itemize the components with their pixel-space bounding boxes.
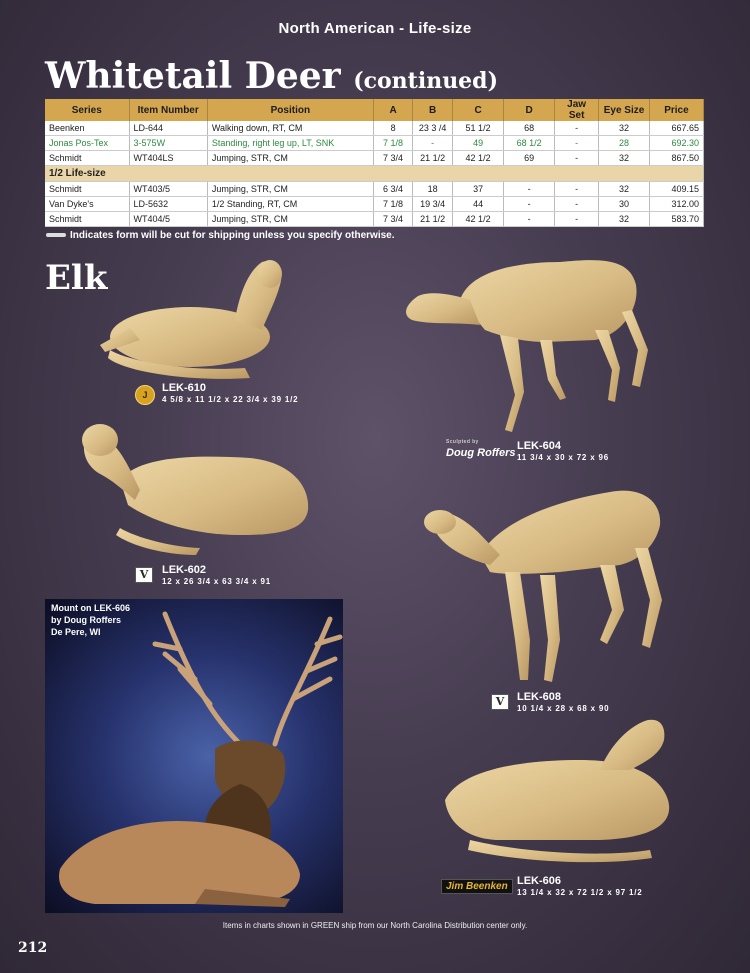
table-cell: 21 1/2 [413, 212, 453, 227]
lek-606-label [517, 876, 643, 898]
lek-608-form [424, 491, 662, 682]
table-cell: 28 [599, 136, 650, 151]
table-cell: - [413, 136, 453, 151]
elk-mount-image [45, 599, 343, 913]
jim-beenken-logo: Jim Beenken [441, 879, 513, 894]
table-cell: WT403/5 [129, 182, 207, 197]
table-cell: 7 1/8 [373, 197, 412, 212]
table-cell: 42 1/2 [453, 212, 504, 227]
table-cell: 6 3/4 [373, 182, 412, 197]
elk-section-title: Elk [45, 258, 108, 298]
sculptor-name: Doug Roffers [446, 447, 516, 459]
section-header: North American - Life-size [278, 20, 472, 37]
elk-mount-photo [45, 599, 343, 913]
table-cell: Jumping, STR, CM [207, 182, 373, 197]
table-cell: - [555, 121, 599, 136]
table-cell: LD-644 [129, 121, 207, 136]
table-cell: 19 3/4 [413, 197, 453, 212]
item-dimensions: 4 5/8 x 11 1/2 x 22 3/4 x 39 1/2 [162, 395, 299, 404]
caption-line: Mount on LEK-606 [51, 603, 130, 613]
col-header: A [373, 99, 412, 121]
table-cell: 49 [453, 136, 504, 151]
vd-badge-icon: V [135, 567, 153, 583]
table-cell: Jumping, STR, CM [207, 151, 373, 166]
item-dimensions: 10 1/4 x 28 x 68 x 90 [517, 704, 610, 713]
table-cell: 30 [599, 197, 650, 212]
lek-604-form [406, 260, 648, 432]
table-cell: 7 3/4 [373, 212, 412, 227]
table-cell: 8 [373, 121, 412, 136]
col-header: Eye Size [599, 99, 650, 121]
table-cell: WT404LS [129, 151, 207, 166]
item-code: LEK-610 [162, 382, 207, 394]
table-cell: 44 [453, 197, 504, 212]
table-cell: 32 [599, 182, 650, 197]
table-cell: - [504, 197, 555, 212]
item-code: LEK-602 [162, 564, 207, 576]
table-cell: Beenken [45, 121, 129, 136]
col-header: Item Number [129, 99, 207, 121]
table-cell: 32 [599, 151, 650, 166]
table-cell: Jonas Pos-Tex [45, 136, 129, 151]
table-cell: WT404/5 [129, 212, 207, 227]
col-header: D [504, 99, 555, 121]
table-cell: Jumping, STR, CM [207, 212, 373, 227]
table-cell: 409.15 [649, 182, 703, 197]
item-dimensions: 12 x 26 3/4 x 63 3/4 x 91 [162, 577, 271, 586]
col-header: C [453, 99, 504, 121]
item-code: LEK-608 [517, 691, 562, 703]
lek-602-label [162, 565, 271, 587]
subheader-cell: 1/2 Life-size [45, 166, 704, 182]
table-cell: 583.70 [649, 212, 703, 227]
item-code: LEK-606 [517, 875, 562, 887]
doug-roffers-logo [446, 437, 515, 459]
table-cell: - [555, 182, 599, 197]
lek-604-label [517, 441, 609, 463]
vd-badge-icon: V [491, 694, 509, 710]
page-title-suffix: (continued) [353, 68, 498, 94]
table-cell: - [504, 212, 555, 227]
table-cell: 32 [599, 212, 650, 227]
table-cell: - [555, 151, 599, 166]
table-cell: LD-5632 [129, 197, 207, 212]
table-cell: 68 [504, 121, 555, 136]
table-cell: 42 1/2 [453, 151, 504, 166]
table-cell: 312.00 [649, 197, 703, 212]
table-cell: Schmidt [45, 151, 129, 166]
page-number: 212 [18, 940, 48, 956]
lek-602-form [82, 424, 308, 555]
photo-caption [51, 602, 130, 638]
col-header: B [413, 99, 453, 121]
caption-line: by Doug Roffers [51, 615, 122, 625]
table-cell: Van Dyke's [45, 197, 129, 212]
table-cell: 692.30 [649, 136, 703, 151]
table-cell: 7 1/8 [373, 136, 412, 151]
footnote-text: Indicates form will be cut for shipping unless you specify otherwise. [70, 230, 395, 241]
table-cell: 37 [453, 182, 504, 197]
table-cell: 18 [413, 182, 453, 197]
table-cell: 3-575W [129, 136, 207, 151]
table-cell: Standing, right leg up, LT, SNK [207, 136, 373, 151]
shipping-note: Items in charts shown in GREEN ship from our North Carolina Distribution center only. [222, 921, 528, 930]
table-cell: - [555, 212, 599, 227]
table-cell: 867.50 [649, 151, 703, 166]
table-cell: 667.65 [649, 121, 703, 136]
lek-608-label [517, 692, 609, 714]
item-dimensions: 13 1/4 x 32 x 72 1/2 x 97 1/2 [517, 888, 643, 897]
table-cell: 21 1/2 [413, 151, 453, 166]
table-cell: - [555, 136, 599, 151]
table-cell: 69 [504, 151, 555, 166]
caption-line: De Pere, WI [51, 627, 101, 637]
col-header: Series [45, 99, 129, 121]
col-header: Position [207, 99, 373, 121]
col-header: Jaw Set [555, 99, 599, 121]
lek-610-label [162, 383, 298, 405]
table-cell: 51 1/2 [453, 121, 504, 136]
item-code: LEK-604 [517, 440, 562, 452]
table-cell: 23 3 /4 [413, 121, 453, 136]
table-cell: Schmidt [45, 212, 129, 227]
item-dimensions: 11 3/4 x 30 x 72 x 96 [517, 453, 609, 462]
col-header: Price [649, 99, 703, 121]
table-cell: 32 [599, 121, 650, 136]
lek-606-form [445, 720, 669, 862]
page-title-main: Whitetail Deer [45, 55, 341, 97]
table-cell: Schmidt [45, 182, 129, 197]
table-cell: - [555, 197, 599, 212]
table-cell: - [504, 182, 555, 197]
table-cell: 7 3/4 [373, 151, 412, 166]
jonas-badge-icon: J [135, 385, 155, 405]
table-cell: 68 1/2 [504, 136, 555, 151]
lek-610-form [100, 260, 282, 379]
table-cell: Walking down, RT, CM [207, 121, 373, 136]
sculptor-small-text: Sculpted by [446, 439, 479, 445]
table-cell: 1/2 Standing, RT, CM [207, 197, 373, 212]
